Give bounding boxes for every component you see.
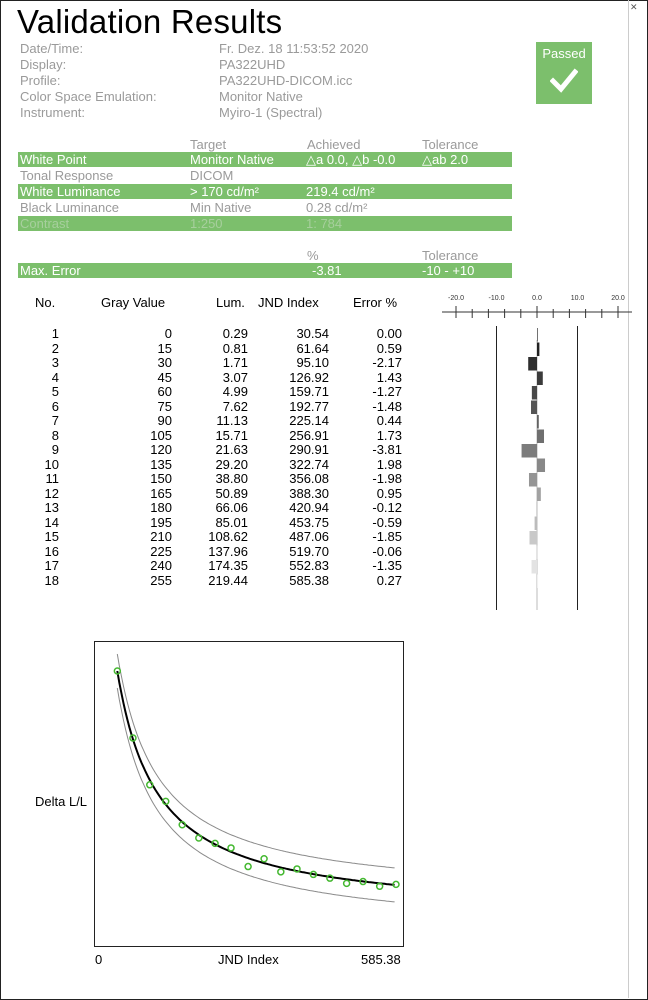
summary-target: Min Native (190, 200, 252, 215)
meta-value: Monitor Native (219, 89, 303, 104)
error-bar (537, 372, 543, 386)
meta-value: Fr. Dez. 18 11:53:52 2020 (219, 41, 369, 56)
cell-jnd-index: 519.70 (289, 543, 329, 559)
cell-error: -1.27 (372, 384, 402, 399)
cell-no: 10 (44, 456, 59, 472)
cell-jnd-index: 290.91 (289, 442, 329, 457)
status-badge (536, 42, 592, 104)
cell-no: 13 (44, 500, 59, 515)
cell-error: -3.81 (372, 442, 402, 457)
cell-no: 1 (51, 326, 59, 341)
cell-gray-value: 150 (150, 471, 172, 486)
cell-lum: 29.20 (215, 456, 248, 472)
cell-error: 0.59 (376, 340, 402, 356)
cell-no: 9 (51, 442, 59, 457)
summary-name: White Luminance (20, 184, 121, 199)
cell-lum: 11.13 (216, 413, 248, 428)
summary-achieved: 219.4 cd/m² (306, 184, 375, 199)
plot-x-min-label: 0 (95, 952, 103, 967)
summary-tolerance: △ab 2.0 (422, 152, 469, 167)
meta-value: Myiro-1 (Spectral) (219, 105, 323, 120)
cell-error: -1.85 (372, 529, 402, 544)
cell-error: -0.59 (372, 514, 402, 530)
cell-gray-value: 105 (150, 427, 172, 443)
scale-tick-label: -20.0 (448, 295, 464, 302)
meta-value: PA322UHD (219, 57, 286, 72)
cell-lum: 137.96 (208, 543, 248, 559)
error-scale-axis (440, 300, 634, 320)
max-error-row (18, 263, 512, 278)
error-bar (531, 401, 537, 415)
cell-error: 0.27 (376, 572, 402, 588)
cell-lum: 0.81 (222, 340, 248, 356)
cell-jnd-index: 487.06 (289, 529, 329, 544)
header-tolerance: Tolerance (422, 137, 479, 152)
cell-gray-value: 180 (150, 500, 172, 515)
cell-error: 1.98 (376, 456, 402, 472)
error-bar (537, 430, 544, 444)
cell-no: 8 (51, 427, 59, 443)
cell-gray-value: 225 (150, 543, 172, 559)
error-bar (537, 575, 538, 589)
cell-jnd-index: 126.92 (289, 369, 329, 385)
summary-name: Black Luminance (20, 200, 119, 215)
cell-no: 15 (44, 529, 59, 544)
error-bar (537, 459, 545, 473)
max-error-label: Max. Error (20, 263, 81, 278)
summary-name: Tonal Response (20, 168, 114, 183)
cell-gray-value: 240 (150, 558, 172, 573)
cell-jnd-index: 256.91 (289, 427, 329, 443)
scale-tick-label: 20.0 (611, 295, 625, 302)
cell-gray-value: 30 (157, 355, 172, 370)
header-error-percent: % (307, 248, 319, 263)
plot-xlabel: JND Index (218, 952, 279, 967)
cell-error: -0.06 (372, 543, 402, 559)
cell-gray-value: 120 (150, 442, 172, 457)
cell-lum: 7.62 (222, 398, 248, 414)
summary-target: DICOM (190, 168, 234, 183)
column-header-jnd-index: JND Index (258, 295, 319, 310)
cell-no: 11 (45, 471, 59, 486)
cell-error: -1.35 (372, 558, 402, 573)
cell-no: 5 (51, 384, 59, 399)
cell-lum: 1.71 (222, 355, 248, 370)
meta-label: Profile: (20, 73, 61, 88)
meta-label: Date/Time: (20, 41, 84, 56)
cell-no: 7 (51, 413, 59, 428)
cell-lum: 4.99 (222, 384, 248, 399)
meta-label: Color Space Emulation: (20, 89, 157, 104)
column-header-gray-value: Gray Value (101, 295, 166, 310)
summary-row (18, 216, 512, 231)
cell-lum: 174.35 (208, 558, 248, 573)
cell-jnd-index: 225.14 (289, 413, 329, 428)
cell-gray-value: 210 (150, 529, 172, 544)
error-bar (522, 444, 537, 458)
cell-gray-value: 60 (157, 384, 172, 399)
max-error-tolerance: -10 - +10 (422, 263, 475, 278)
max-error-value: -3.81 (312, 263, 342, 278)
error-bar (537, 343, 539, 357)
summary-name: Contrast (20, 216, 70, 231)
cell-jnd-index: 552.83 (289, 558, 329, 573)
cell-lum: 38.80 (215, 471, 248, 486)
column-header-lum: Lum. (216, 295, 245, 310)
cell-error: 1.73 (376, 427, 402, 443)
page-title: Validation Results (17, 3, 283, 40)
summary-row (18, 152, 512, 167)
plot-ylabel: Delta L/L (35, 794, 88, 809)
cell-no: 16 (44, 543, 59, 559)
cell-jnd-index: 192.77 (289, 398, 329, 414)
delta-plot (94, 641, 404, 947)
cell-error: 1.43 (376, 369, 402, 385)
cell-gray-value: 195 (150, 514, 172, 530)
summary-target: Monitor Native (190, 152, 274, 167)
summary-achieved: 0.28 cd/m² (306, 200, 368, 215)
error-bar (528, 357, 537, 371)
cell-lum: 50.89 (215, 485, 248, 501)
cell-no: 17 (44, 558, 59, 573)
cell-lum: 66.06 (215, 500, 248, 515)
summary-row (18, 168, 512, 183)
cell-jnd-index: 585.38 (289, 572, 329, 588)
error-bar-chart (440, 322, 634, 614)
cell-gray-value: 15 (157, 340, 172, 356)
cell-jnd-index: 322.74 (289, 456, 329, 472)
summary-target: > 170 cd/m² (190, 184, 260, 199)
cell-jnd-index: 61.64 (296, 340, 329, 356)
column-header-no: No. (35, 295, 56, 310)
header-achieved: Achieved (307, 137, 361, 152)
header-target: Target (190, 137, 227, 152)
cell-no: 2 (51, 340, 59, 356)
cell-gray-value: 135 (150, 456, 172, 472)
cell-lum: 85.01 (215, 514, 248, 530)
cell-jnd-index: 420.94 (289, 500, 329, 515)
error-bar (537, 328, 538, 342)
cell-jnd-index: 388.30 (289, 485, 329, 501)
error-bar (532, 386, 537, 400)
summary-achieved: 1: 784 (306, 216, 343, 231)
cell-no: 12 (44, 485, 59, 501)
cell-lum: 3.07 (222, 369, 248, 385)
error-bar (530, 531, 537, 545)
cell-error: -0.12 (372, 500, 402, 515)
cell-error: -2.17 (372, 355, 402, 370)
checkmark-icon (550, 68, 578, 94)
cell-lum: 219.44 (208, 572, 248, 588)
cell-lum: 21.63 (215, 442, 248, 457)
header-error-tolerance: Tolerance (422, 248, 479, 263)
cell-no: 6 (51, 398, 59, 414)
cell-gray-value: 75 (157, 398, 172, 414)
cell-jnd-index: 95.10 (296, 355, 329, 370)
cell-jnd-index: 159.71 (289, 384, 329, 399)
error-bar (529, 473, 537, 487)
cell-error: -1.48 (372, 398, 402, 414)
error-bar (537, 502, 538, 516)
summary-row (18, 200, 512, 215)
column-header-error: Error % (353, 295, 398, 310)
cell-jnd-index: 30.54 (296, 326, 329, 341)
meta-label: Instrument: (20, 105, 86, 120)
plot-x-max-label: 585.38 (361, 952, 401, 967)
meta-label: Display: (20, 57, 67, 72)
cell-error: 0.95 (376, 485, 402, 501)
plot-frame (95, 642, 404, 947)
error-bar (535, 517, 537, 531)
summary-row (18, 184, 512, 199)
error-bar (537, 546, 538, 560)
cell-error: 0.44 (376, 413, 402, 428)
cell-no: 14 (44, 514, 59, 530)
status-badge-label: Passed (542, 46, 586, 61)
cell-gray-value: 0 (164, 326, 172, 341)
cell-error: -1.98 (372, 471, 402, 486)
cell-jnd-index: 453.75 (289, 514, 329, 530)
cell-no: 4 (51, 369, 59, 385)
summary-name: White Point (20, 152, 87, 167)
cell-gray-value: 165 (150, 485, 172, 501)
cell-gray-value: 255 (150, 572, 172, 588)
summary-target: 1:250 (190, 216, 223, 231)
summary-achieved: △a 0.0, △b -0.0 (306, 152, 396, 167)
close-icon[interactable]: ✕ (630, 2, 638, 12)
cell-gray-value: 45 (157, 369, 172, 385)
cell-no: 3 (51, 355, 59, 370)
cell-lum: 108.62 (208, 529, 248, 544)
error-bar (537, 488, 541, 502)
error-bar (537, 415, 539, 429)
error-bar (532, 560, 537, 574)
meta-value: PA322UHD-DICOM.icc (219, 73, 353, 88)
cell-lum: 0.29 (222, 326, 248, 341)
cell-jnd-index: 356.08 (289, 471, 329, 486)
cell-no: 18 (44, 572, 59, 588)
scale-tick-label: -10.0 (488, 295, 505, 302)
cell-gray-value: 90 (157, 413, 172, 428)
cell-lum: 15.71 (215, 427, 248, 443)
scale-tick-label: 0.0 (532, 295, 542, 302)
cell-error: 0.00 (376, 326, 402, 341)
scale-tick-label: 10.0 (570, 295, 585, 302)
